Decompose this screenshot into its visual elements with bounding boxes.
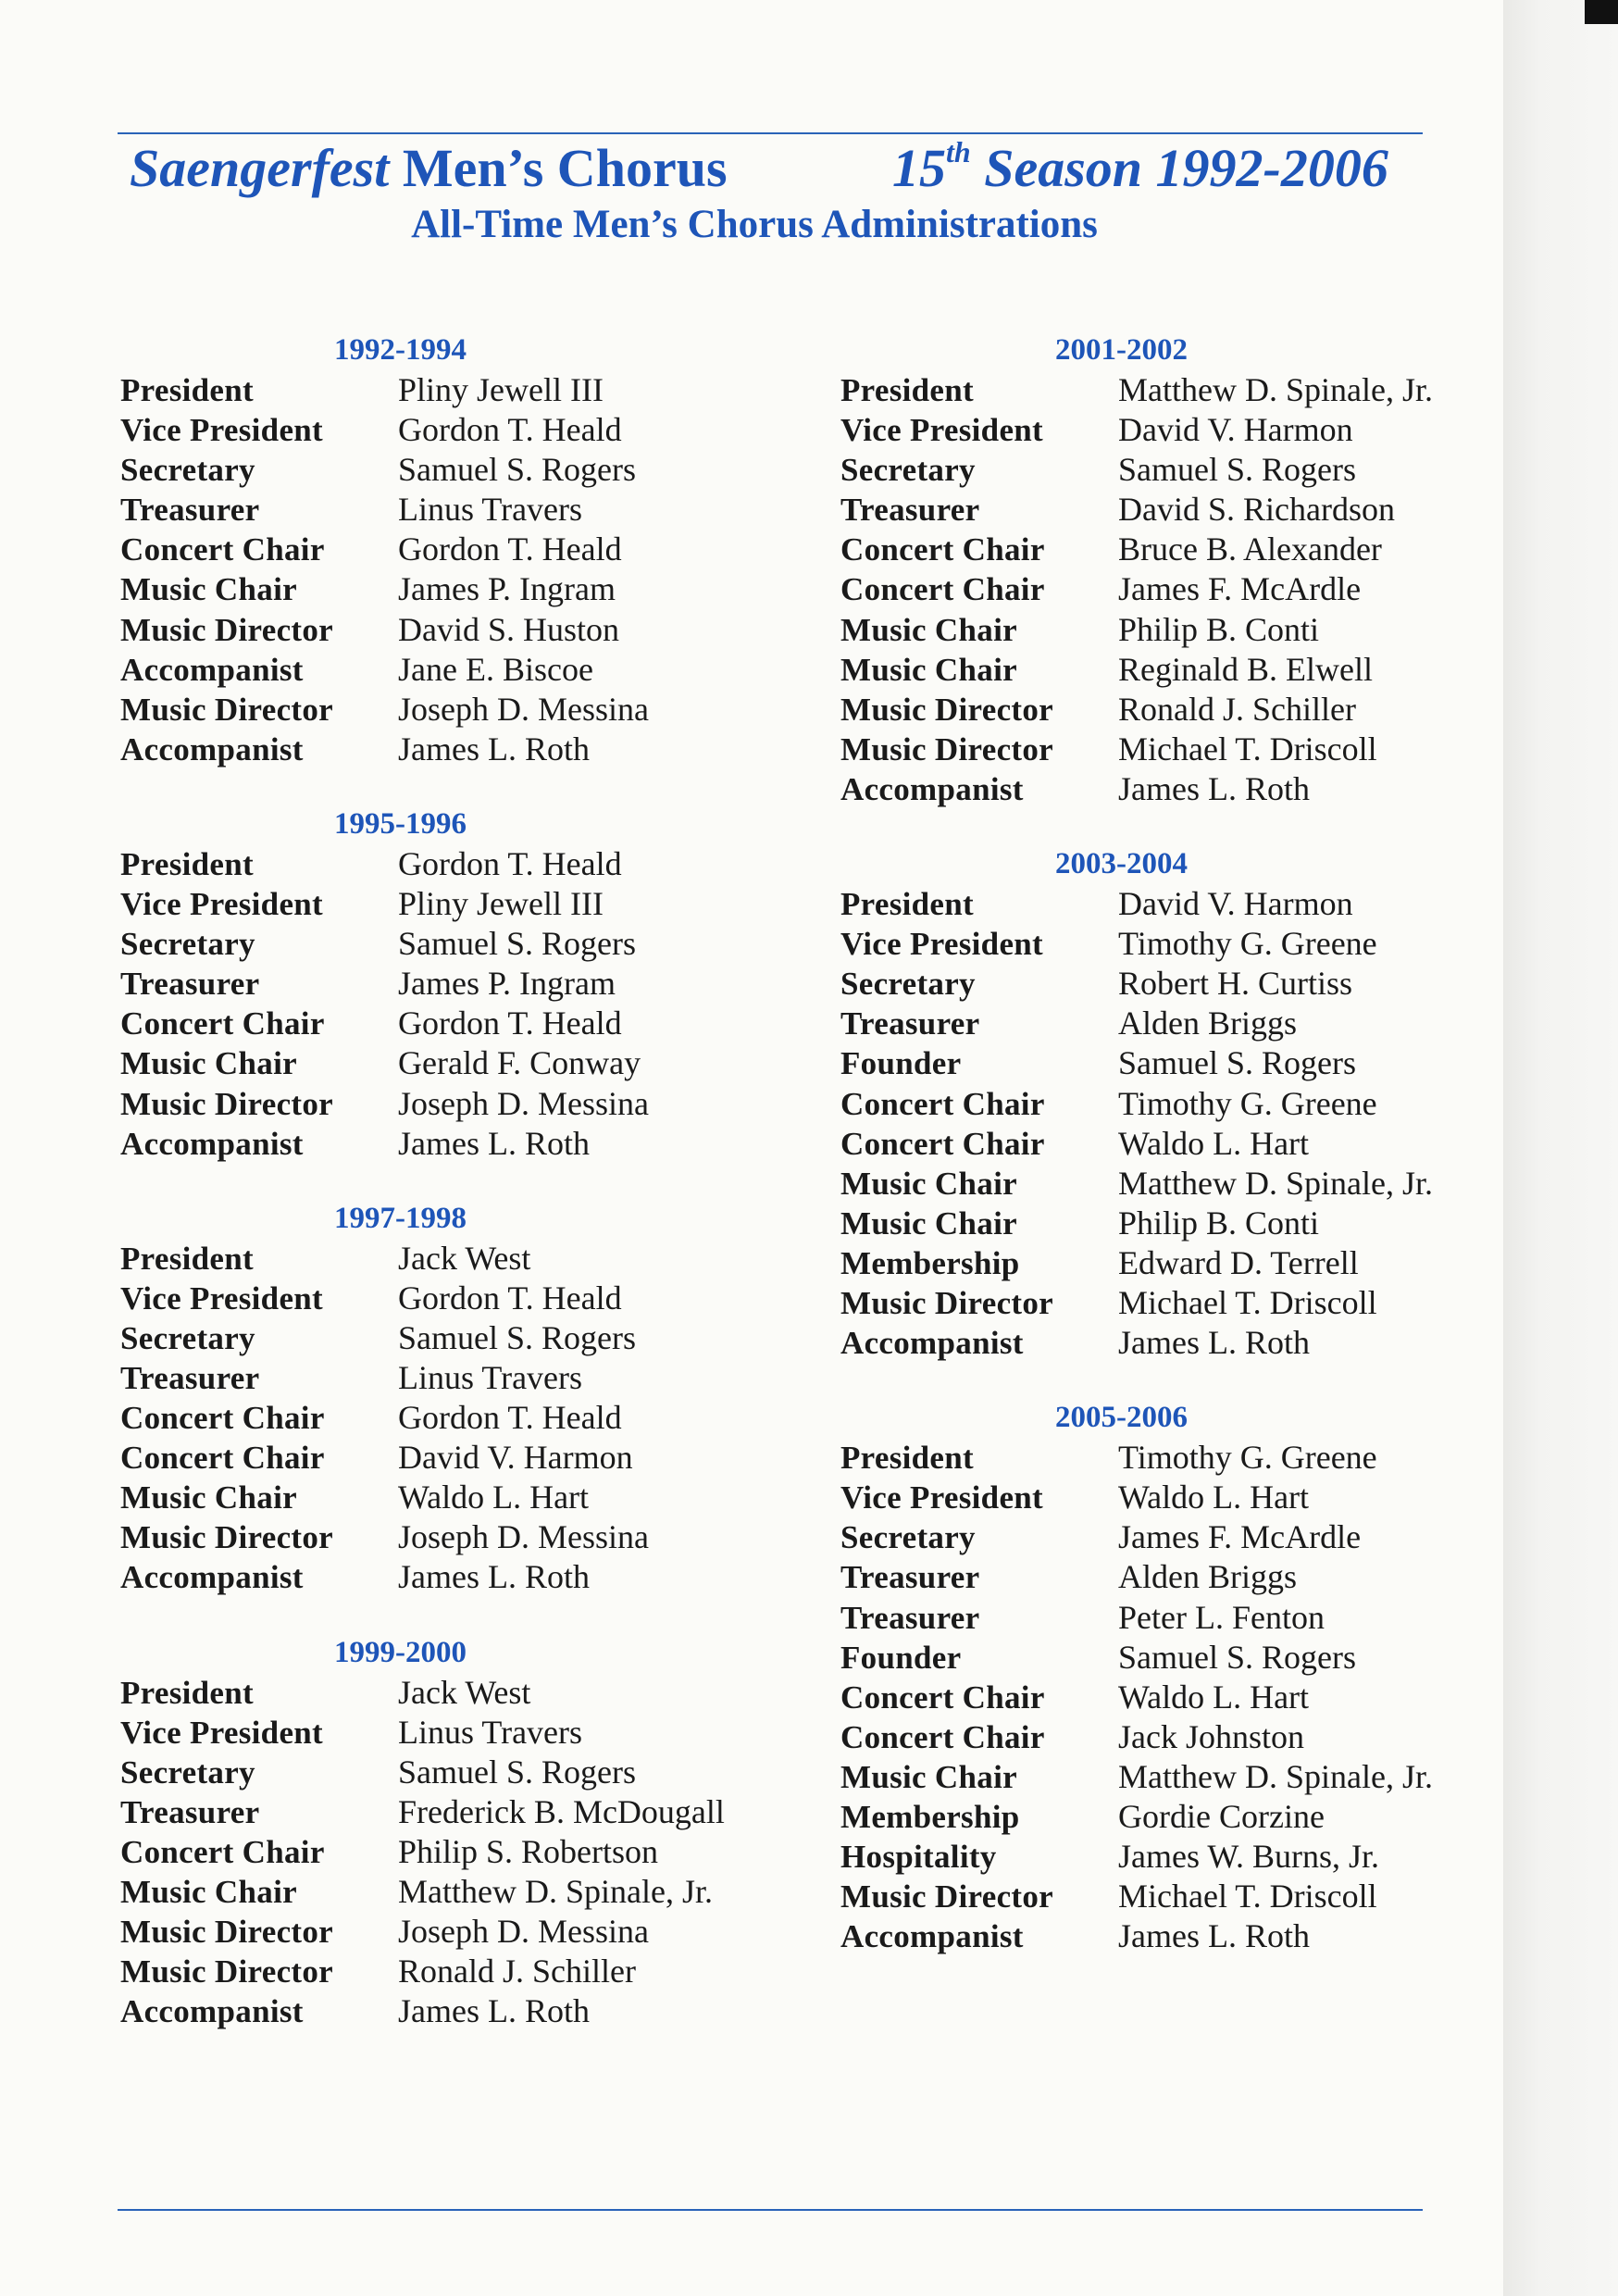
officer-role: Concert Chair	[120, 1400, 325, 1437]
officer-name: Gerald F. Conway	[398, 1044, 641, 1082]
officer-row	[840, 650, 1433, 690]
term-years: 1995-1996	[334, 806, 467, 841]
officer-role: President	[840, 372, 974, 408]
officer-row	[120, 1912, 824, 1952]
officer-role: Concert Chair	[120, 531, 325, 568]
officer-name: Timothy G. Greene	[1118, 925, 1377, 963]
page-edge-shadow	[1503, 0, 1618, 2296]
term-years: 2005-2006	[1055, 1401, 1188, 1435]
officer-name: Samuel S. Rogers	[1118, 1638, 1356, 1676]
officer-row	[840, 1204, 1433, 1243]
officer-name: Samuel S. Rogers	[398, 1753, 636, 1791]
officer-role: Secretary	[840, 452, 976, 489]
footer-rule	[118, 2209, 1423, 2211]
officer-role: Music Director	[120, 1519, 333, 1556]
officer-row	[840, 410, 1433, 450]
season-text: Season 1992-2006	[970, 138, 1388, 198]
chorus-title-italic: Saengerfest	[130, 138, 390, 198]
officer-row	[120, 410, 824, 450]
officer-row	[120, 690, 824, 730]
officer-role: Treasurer	[120, 1793, 260, 1830]
officer-role: Music Director	[840, 730, 1053, 767]
officer-row	[120, 450, 824, 490]
officer-role: Treasurer	[120, 966, 260, 1003]
officer-row	[840, 1438, 1433, 1478]
right-column	[840, 331, 1433, 1991]
officer-name: Matthew D. Spinale, Jr.	[1118, 1164, 1433, 1202]
officer-row	[840, 1598, 1433, 1638]
officer-role: Music Chair	[840, 1204, 1017, 1242]
officer-role: Treasurer	[120, 492, 260, 529]
officer-name: James L. Roth	[1118, 769, 1310, 807]
officer-name: David S. Huston	[398, 610, 620, 648]
officer-role: Secretary	[120, 452, 255, 489]
officer-row	[120, 1043, 824, 1083]
officer-name: James L. Roth	[1118, 1324, 1310, 1362]
officer-name: Timothy G. Greene	[1118, 1084, 1377, 1122]
officer-role: President	[120, 372, 254, 408]
officer-row	[120, 1004, 824, 1043]
chorus-title	[130, 137, 728, 199]
officer-row	[840, 1678, 1433, 1717]
officer-row	[840, 1638, 1433, 1678]
officer-name: Bruce B. Alexander	[1118, 530, 1382, 568]
officer-name: Jack Johnston	[1118, 1717, 1304, 1755]
officer-row	[120, 610, 824, 650]
officer-name: Matthew D. Spinale, Jr.	[1118, 1757, 1433, 1795]
officer-row	[840, 490, 1433, 530]
officer-row	[840, 1124, 1433, 1164]
officer-name: Edward D. Terrell	[1118, 1243, 1359, 1281]
officer-row	[120, 1358, 824, 1398]
officer-role: Music Chair	[120, 1045, 297, 1082]
officer-role: Accompanist	[840, 1325, 1024, 1362]
officer-row	[120, 1952, 824, 1991]
officer-role: Secretary	[840, 966, 976, 1003]
officer-role: Membership	[840, 1244, 1020, 1281]
officer-row	[120, 1792, 824, 1832]
officer-row	[120, 1673, 824, 1713]
term-block	[840, 331, 1433, 809]
officer-role: Music Chair	[840, 611, 1017, 648]
officer-row	[120, 730, 824, 769]
officer-name: James L. Roth	[1118, 1917, 1310, 1955]
officer-name: Gordie Corzine	[1118, 1798, 1325, 1835]
officer-name: Alden Briggs	[1118, 1558, 1297, 1596]
officer-row	[120, 1832, 824, 1872]
header-rule	[118, 132, 1423, 134]
officer-row	[840, 530, 1433, 569]
officer-name: Timothy G. Greene	[1118, 1439, 1377, 1477]
officer-name: Gordon T. Heald	[398, 411, 622, 449]
officer-row	[120, 884, 824, 924]
officer-row	[120, 964, 824, 1004]
officer-row	[840, 964, 1433, 1004]
officer-name: Waldo L. Hart	[1118, 1479, 1310, 1516]
officer-name: Alden Briggs	[1118, 1004, 1297, 1042]
officer-name: James L. Roth	[398, 1992, 590, 2030]
officer-row	[840, 1084, 1433, 1124]
officer-role: Treasurer	[840, 492, 980, 529]
officer-row	[840, 730, 1433, 769]
officer-row	[120, 1557, 824, 1597]
officer-name: Michael T. Driscoll	[1118, 730, 1377, 767]
officer-role: Accompanist	[120, 1993, 304, 2030]
officer-row	[840, 884, 1433, 924]
term-years: 1997-1998	[334, 1201, 467, 1235]
officer-role: Vice President	[840, 926, 1044, 963]
officer-row	[120, 1713, 824, 1753]
officer-role: Vice President	[120, 886, 324, 923]
officer-role: Concert Chair	[840, 1125, 1045, 1162]
officer-name: Joseph D. Messina	[398, 690, 649, 728]
season-suffix: th	[946, 135, 971, 168]
officer-role: Membership	[840, 1799, 1020, 1835]
officer-name: Robert H. Curtiss	[1118, 965, 1353, 1003]
officer-row	[840, 1797, 1433, 1837]
officer-role: Concert Chair	[840, 1718, 1045, 1755]
season-title	[892, 137, 1388, 199]
officer-name: James L. Roth	[398, 730, 590, 767]
officer-row	[840, 690, 1433, 730]
officer-role: Music Chair	[840, 651, 1017, 688]
officer-name: David V. Harmon	[1118, 885, 1353, 923]
officer-role: Treasurer	[120, 1359, 260, 1396]
officer-name: Matthew D. Spinale, Jr.	[398, 1873, 713, 1910]
officer-name: Joseph D. Messina	[398, 1518, 649, 1556]
officer-role: Music Chair	[120, 1874, 297, 1910]
term-years: 1999-2000	[334, 1635, 467, 1669]
officer-role: Music Director	[120, 1085, 333, 1122]
officer-row	[120, 924, 824, 964]
officer-name: Samuel S. Rogers	[1118, 1044, 1356, 1082]
officer-role: Concert Chair	[120, 1005, 325, 1042]
officer-row	[840, 1243, 1433, 1283]
officer-row	[120, 1318, 824, 1358]
officer-row	[840, 1164, 1433, 1204]
officer-row	[120, 1398, 824, 1438]
officer-name: Jack West	[398, 1239, 531, 1277]
officer-role: Accompanist	[120, 651, 304, 688]
term-years: 2003-2004	[1055, 847, 1188, 881]
officer-name: Joseph D. Messina	[398, 1913, 649, 1951]
officer-role: Accompanist	[120, 1125, 304, 1162]
officer-role: Concert Chair	[120, 1440, 325, 1477]
officer-name: Gordon T. Heald	[398, 530, 622, 568]
officer-name: James P. Ingram	[398, 965, 616, 1003]
officer-row	[120, 569, 824, 609]
officer-role: Treasurer	[840, 1005, 980, 1042]
officer-role: Music Director	[120, 1914, 333, 1951]
term-block	[120, 1633, 824, 2032]
officer-name: Samuel S. Rogers	[398, 451, 636, 489]
officer-role: Music Chair	[840, 1758, 1017, 1795]
officer-name: Philip S. Robertson	[398, 1832, 659, 1870]
officer-name: Matthew D. Spinale, Jr.	[1118, 371, 1433, 408]
officer-name: Waldo L. Hart	[1118, 1678, 1310, 1716]
officer-row	[840, 1717, 1433, 1757]
term-block	[120, 331, 824, 769]
officer-row	[840, 1877, 1433, 1916]
officer-role: Founder	[840, 1045, 962, 1082]
chorus-title-rest: Men’s Chorus	[389, 138, 728, 198]
officer-row	[840, 370, 1433, 410]
officer-name: Michael T. Driscoll	[1118, 1283, 1377, 1321]
left-column	[120, 331, 824, 2066]
officer-role: Vice President	[840, 412, 1044, 449]
officer-row	[120, 530, 824, 569]
officer-row	[120, 844, 824, 884]
officer-role: President	[840, 1440, 974, 1477]
officer-name: James L. Roth	[398, 1124, 590, 1162]
officer-role: Music Director	[840, 1284, 1053, 1321]
officer-name: Peter L. Fenton	[1118, 1598, 1325, 1636]
officer-name: David V. Harmon	[398, 1439, 633, 1477]
officer-role: President	[840, 886, 974, 923]
season-number: 15	[892, 138, 946, 198]
officer-name: Michael T. Driscoll	[1118, 1878, 1377, 1915]
officer-role: Music Director	[120, 691, 333, 728]
officer-role: Accompanist	[840, 770, 1024, 807]
officer-row	[120, 1991, 824, 2031]
officer-row	[840, 1757, 1433, 1797]
officer-row	[840, 769, 1433, 809]
officer-name: Frederick B. McDougall	[398, 1792, 725, 1830]
officer-name: Samuel S. Rogers	[398, 925, 636, 963]
officer-role: President	[120, 845, 254, 882]
officer-name: Pliny Jewell III	[398, 371, 604, 408]
officer-role: Accompanist	[120, 730, 304, 767]
officer-name: Gordon T. Heald	[398, 1279, 622, 1316]
officer-row	[120, 650, 824, 690]
officer-role: Secretary	[120, 926, 255, 963]
officer-name: James P. Ingram	[398, 570, 616, 608]
page-subtitle: All-Time Men’s Chorus Administrations	[411, 203, 1098, 246]
officer-role: Music Director	[120, 1953, 333, 1990]
officer-name: Samuel S. Rogers	[1118, 451, 1356, 489]
officer-name: Jane E. Biscoe	[398, 650, 593, 688]
officer-role: President	[120, 1240, 254, 1277]
officer-role: Treasurer	[840, 1599, 980, 1636]
officer-role: Concert Chair	[840, 531, 1045, 568]
officer-name: Gordon T. Heald	[398, 1399, 622, 1437]
officer-role: President	[120, 1674, 254, 1711]
officer-role: Music Director	[120, 611, 333, 648]
officer-role: Secretary	[120, 1753, 255, 1791]
officer-row	[120, 1279, 824, 1318]
term-years: 1992-1994	[334, 333, 467, 367]
officer-role: Music Chair	[120, 571, 297, 608]
term-block	[840, 844, 1433, 1363]
officer-name: Gordon T. Heald	[398, 1004, 622, 1042]
officer-name: James F. McArdle	[1118, 1518, 1362, 1556]
officer-row	[840, 450, 1433, 490]
officer-role: Music Director	[840, 691, 1053, 728]
officer-name: David V. Harmon	[1118, 411, 1353, 449]
officer-role: Founder	[840, 1639, 962, 1676]
officer-name: Linus Travers	[398, 1713, 583, 1751]
officer-role: Treasurer	[840, 1559, 980, 1596]
officer-name: Ronald J. Schiller	[398, 1953, 636, 1990]
officer-row	[120, 490, 824, 530]
officer-row	[120, 1753, 824, 1792]
officer-row	[840, 610, 1433, 650]
officer-role: Secretary	[840, 1519, 976, 1556]
officer-name: Joseph D. Messina	[398, 1084, 649, 1122]
officer-role: Vice President	[120, 1279, 324, 1316]
officer-role: Music Director	[840, 1878, 1053, 1915]
officer-role: Accompanist	[840, 1918, 1024, 1955]
officer-row	[120, 1124, 824, 1164]
term-block	[120, 805, 824, 1164]
officer-row	[120, 1517, 824, 1557]
officer-role: Vice President	[120, 1714, 324, 1751]
officer-role: Music Chair	[120, 1479, 297, 1516]
officer-row	[120, 1478, 824, 1517]
officer-row	[120, 1084, 824, 1124]
officer-name: James F. McArdle	[1118, 570, 1362, 608]
officer-role: Concert Chair	[120, 1833, 325, 1870]
officer-role: Accompanist	[120, 1559, 304, 1596]
officer-row	[120, 1438, 824, 1478]
officer-row	[840, 1043, 1433, 1083]
officer-row	[840, 1004, 1433, 1043]
officer-role: Music Chair	[840, 1165, 1017, 1202]
officer-name: Linus Travers	[398, 491, 583, 529]
officer-name: Reginald B. Elwell	[1118, 650, 1373, 688]
officer-row	[840, 1837, 1433, 1877]
officer-role: Concert Chair	[840, 1085, 1045, 1122]
officer-role: Hospitality	[840, 1839, 997, 1876]
officer-role: Secretary	[120, 1319, 255, 1356]
officer-row	[840, 924, 1433, 964]
officer-role: Vice President	[120, 412, 324, 449]
officer-row	[840, 1478, 1433, 1517]
scan-edge-mark	[1585, 0, 1618, 24]
officer-row	[120, 1239, 824, 1279]
officer-name: Ronald J. Schiller	[1118, 690, 1356, 728]
officer-role: Concert Chair	[840, 571, 1045, 608]
officer-name: Linus Travers	[398, 1358, 583, 1396]
officer-role: Vice President	[840, 1479, 1044, 1516]
officer-name: James W. Burns, Jr.	[1118, 1838, 1380, 1876]
officer-row	[840, 1916, 1433, 1956]
officer-name: Jack West	[398, 1673, 531, 1711]
officer-name: David S. Richardson	[1118, 491, 1395, 529]
officer-name: James L. Roth	[398, 1558, 590, 1596]
officer-name: Waldo L. Hart	[1118, 1124, 1310, 1162]
officer-name: Pliny Jewell III	[398, 885, 604, 923]
officer-name: Gordon T. Heald	[398, 844, 622, 882]
officer-name: Philip B. Conti	[1118, 610, 1320, 648]
officer-row	[840, 1557, 1433, 1597]
officer-name: Philip B. Conti	[1118, 1204, 1320, 1242]
officer-row	[840, 1517, 1433, 1557]
officer-row	[840, 1323, 1433, 1363]
officer-role: Concert Chair	[840, 1678, 1045, 1716]
officer-row	[120, 1872, 824, 1912]
term-block	[120, 1199, 824, 1598]
officer-row	[840, 1283, 1433, 1323]
officer-row	[840, 569, 1433, 609]
officer-name: Samuel S. Rogers	[398, 1318, 636, 1356]
term-block	[840, 1398, 1433, 1956]
officer-name: Waldo L. Hart	[398, 1479, 590, 1516]
term-years: 2001-2002	[1055, 333, 1188, 367]
officer-row	[120, 370, 824, 410]
